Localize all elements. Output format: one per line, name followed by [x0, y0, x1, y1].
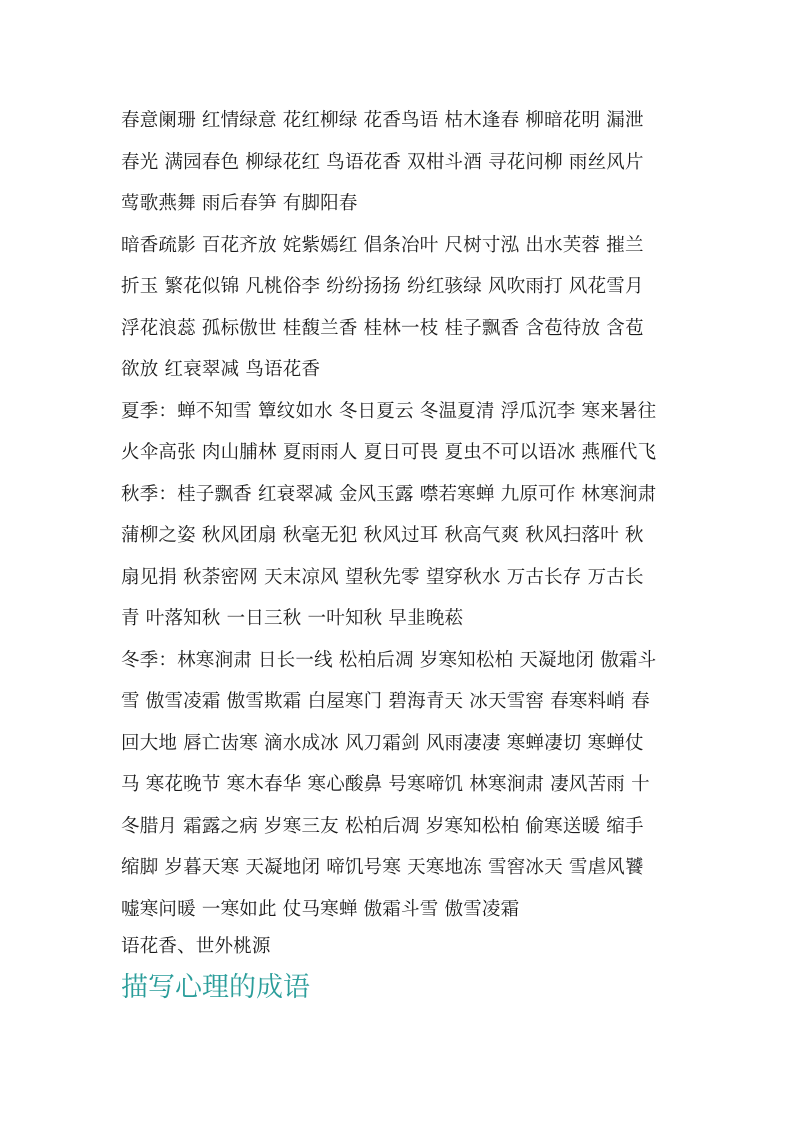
text-line-4: 暗香疏影 百花齐放 姹紫嫣红 倡条冶叶 尺树寸泓 出水芙蓉 摧兰 [121, 234, 644, 256]
text-line-3: 莺歌燕舞 雨后春笋 有脚阳春 [121, 193, 358, 214]
text-line-14: 冬季：林寒涧肃 日长一线 松柏后凋 岁寒知松柏 天凝地闭 傲霜斗 [121, 649, 657, 671]
text-line-9: 火伞高张 肉山脯林 夏雨雨人 夏日可畏 夏虫不可以语冰 燕雁代飞 [121, 442, 657, 463]
text-line-7: 欲放 红衰翠减 鸟语花香 [121, 359, 321, 380]
text-line-18: 冬腊月 霜露之病 岁寒三友 松柏后凋 岁寒知松柏 偷寒送暖 缩手 [121, 815, 644, 837]
text-line-2: 春光 满园春色 柳绿花红 鸟语花香 双柑斗酒 寻花问柳 雨丝风片 [121, 151, 644, 173]
text-line-10: 秋季：桂子飘香 红衰翠减 金风玉露 噤若寒蝉 九原可作 林寒涧肃 [121, 483, 657, 505]
text-line-1: 春意阑珊 红情绿意 花红柳绿 花香鸟语 枯木逢春 柳暗花明 漏泄 [121, 110, 644, 131]
text-line-8: 夏季：蝉不知雪 簟纹如水 冬日夏云 冬温夏清 浮瓜沉李 寒来暑往 [121, 400, 657, 422]
text-line-6: 浮花浪蕊 孤标傲世 桂馥兰香 桂林一枝 桂子飘香 含苞待放 含苞 [121, 317, 644, 339]
section-heading: 描写心理的成语 [121, 972, 310, 1003]
document-page [121, 100, 681, 1008]
text-line-12: 扇见捐 秋荼密网 天末凉风 望秋先零 望穿秋水 万古长存 万古长 [121, 566, 644, 588]
text-line-20: 嘘寒问暖 一寒如此 仗马寒蝉 傲霜斗雪 傲雪凌霜 [121, 898, 520, 920]
text-line-13: 青 叶落知秋 一日三秋 一叶知秋 早韭晚菘 [121, 608, 464, 629]
text-line-16: 回大地 唇亡齿寒 滴水成冰 风刀霜剑 风雨凄凄 寒蝉凄切 寒蝉仗 [121, 732, 644, 754]
text-line-5: 折玉 繁花似锦 凡桃俗李 纷纷扬扬 纷红骇绿 风吹雨打 风花雪月 [121, 276, 644, 297]
text-line-11: 蒲柳之姿 秋风团扇 秋毫无犯 秋风过耳 秋高气爽 秋风扫落叶 秋 [121, 525, 644, 546]
text-line-21: 语花香、世外桃源 [121, 936, 271, 957]
text-line-19: 缩脚 岁暮天寒 天凝地闭 啼饥号寒 天寒地冻 雪窖冰天 雪虐风饕 [121, 857, 644, 878]
text-line-15: 雪 傲雪凌霜 傲雪欺霜 白屋寒门 碧海青天 冰天雪窖 春寒料峭 春 [121, 691, 650, 712]
text-line-17: 马 寒花晚节 寒木春华 寒心酸鼻 号寒啼饥 林寒涧肃 凄风苦雨 十 [121, 774, 650, 795]
